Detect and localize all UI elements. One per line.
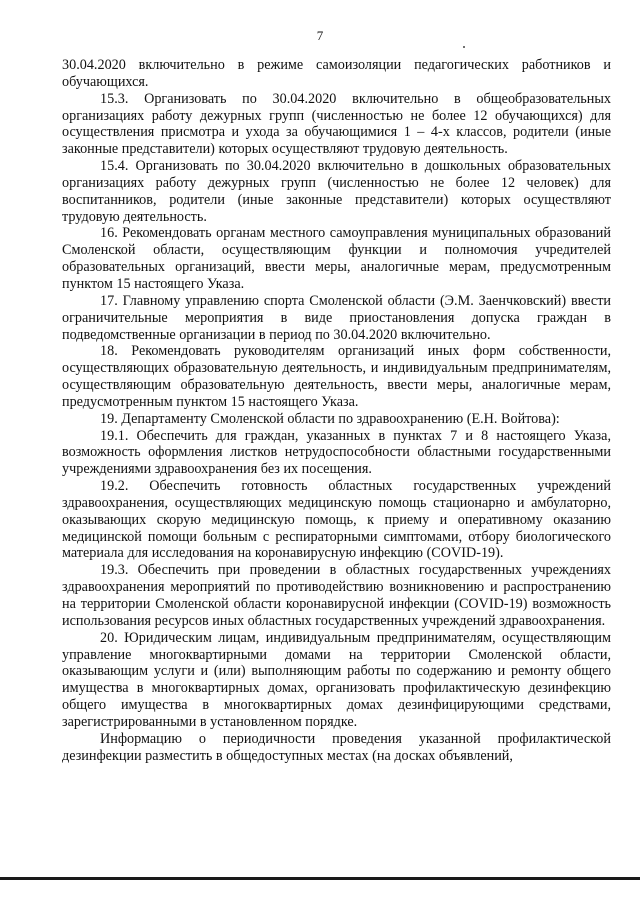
paragraph-19-2: 19.2. Обеспечить готовность областных государственных учреждений здравоохранения, осуществляющих медицинскую помощь стационарно и амбулаторно, оказывающих скорую медицинскую помощь, к приему и оперативному оказанию медицинской помощи больным с респираторными симптомами, отбору биологического материала для исследования на коронавирусную инфекцию (COVID-19). [62,478,611,562]
page-number: 7 [316,28,324,43]
paragraph-continuation: 30.04.2020 включительно в режиме самоизоляции педагогических работников и обучающихся. [62,57,611,90]
document-body [62,57,611,764]
paragraph-19-3: 19.3. Обеспечить при проведении в областных государственных учреждениях здравоохранения мероприятий по противодействию возникновению и распространению на территории Смоленской области коронавирусной инфекции (COVID-19) возможность использования ресурсов иных областных государственных учреждений здравоохранения. [62,562,611,629]
paragraph-16: 16. Рекомендовать органам местного самоуправления муниципальных образований Смоленской области, осуществляющим функции и полномочия учредителей образовательных организаций, ввести меры, аналогичные мерам, предусмотренным пунктом 15 настоящего Указа. [62,225,611,292]
paragraph-19: 19. Департаменту Смоленской области по здравоохранению (Е.Н. Войтова): [100,410,560,427]
paragraph-15-4: 15.4. Организовать по 30.04.2020 включительно в дошкольных образовательных организациях работу дежурных групп (численностью не более 12 человек) для воспитанников, родители (иные законные представители) которых осуществляют трудовую деятельность. [62,158,611,225]
scan-speck [463,46,465,48]
paragraph-20: 20. Юридическим лицам, индивидуальным предпринимателям, осуществляющим управление многоквартирными домами на территории Смоленской области, оказывающим услуги и (или) выполняющим работы по содержанию и ремонту общего имущества в многоквартирных домах, организовать профилактическую дезинфекцию общего имущества в многоквартирных домах дезинфицирующими средствами, зарегистрированными в установленном порядке. [62,629,611,730]
paragraph-19-1: 19.1. Обеспечить для граждан, указанных в пунктах 7 и 8 настоящего Указа, возможность оформления листков нетрудоспособности областными государственными учреждениями здравоохранения без их посещения. [62,427,611,478]
bottom-scan-edge [0,877,640,880]
paragraph-20-info: Информацию о периодичности проведения указанной профилактической дезинфекции разместить в общедоступных местах (на досках объявлений, [62,730,611,764]
paragraph-18: 18. Рекомендовать руководителям организаций иных форм собственности, осуществляющих образовательную деятельность, и индивидуальным предпринимателям, осуществляющим образовательную деятельность, ввести меры, аналогичные мерам, предусмотренным пунктом 15 настоящего Указа. [62,343,611,410]
paragraph-15-3: 15.3. Организовать по 30.04.2020 включительно в общеобразовательных организациях работу дежурных групп (численностью не более 12 обучающихся) для осуществления присмотра и ухода за обучающимися 1 – 4-х классов, родители (иные законные представители) которых осуществляют трудовую деятельность. [62,90,611,158]
paragraph-17: 17. Главному управлению спорта Смоленской области (Э.М. Заенчковский) ввести ограничительные мероприятия в виде приостановления допуска граждан в подведомственные организации в период по 30.04.2020 включительно. [62,292,611,343]
